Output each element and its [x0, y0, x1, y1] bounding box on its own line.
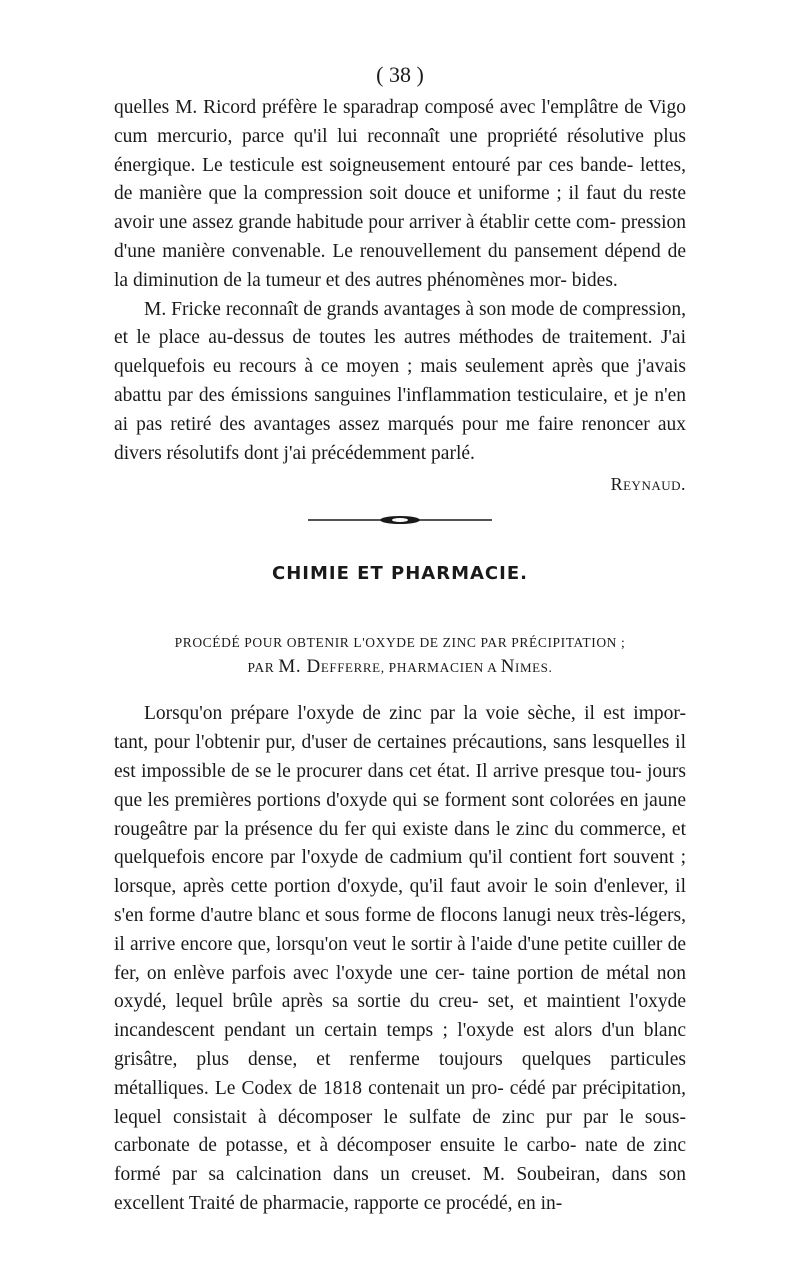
- text-line: quelles M. Ricord préfère le sparadrap composé avec l'emplâtre de: [114, 97, 643, 118]
- text-line: plus énergique. Le testicule est soigneusement entouré par ces bande-: [114, 125, 687, 176]
- text-line: quelquefois eu recours à ce moyen ; mais seulement après que j'avais: [114, 356, 686, 378]
- author-name: Defferre: [306, 656, 381, 678]
- article-paragraph: [114, 700, 686, 1218]
- text-line: taine portion de métal non oxydé, lequel brûle après sa sortie du creu-: [114, 962, 686, 1013]
- text-line: tant, pour l'obtenir pur, d'user de certaines précautions, sans lesquelles: [114, 732, 670, 754]
- text-line: nate de zinc formé par sa calcination dans un creuset. M. Soubeiran,: [114, 1135, 687, 1186]
- text-line: lettes, de manière que la compression soit douce et uniforme ; il faut du: [114, 154, 686, 205]
- text-line: d'enlever, il s'en forme d'autre blanc et sous forme de flocons lanugi: [114, 876, 687, 926]
- text-line: l'oxyde est alors d'un blanc grisâtre, plus dense, et renferme toujours: [114, 1020, 686, 1070]
- divider-ornament: [300, 511, 500, 529]
- text-line: d'une petite cuiller de fer, on enlève parfois avec l'oxyde une cer-: [114, 933, 686, 984]
- text-line: reste avoir une assez grande habitude pour arriver à établir cette com-: [114, 183, 686, 234]
- text-line: quelques particules métalliques. Le Codex de 1818 contenait un pro-: [114, 1048, 687, 1099]
- article-byline: PAR M. Defferre, PHARMACIEN A Nimes.: [247, 656, 553, 678]
- text-line: et le place au-dessus de toutes les autres méthodes de traitement. J'ai: [114, 327, 686, 349]
- text-line: pression d'une manière convenable. Le renouvellement du pansement: [114, 212, 686, 262]
- text-line: commerce, et quelquefois encore par l'oxyde de cadmium qu'il contient: [114, 818, 686, 869]
- text-line: fort souvent ; lorsque, après cette portion d'oxyde, qu'il faut avoir le soin: [114, 847, 686, 898]
- city-name: Nimes: [500, 656, 549, 678]
- text-line: ai pas retiré des avantages assez marqués pour me faire renoncer aux: [114, 413, 686, 435]
- text-line: dans son excellent Traité de pharmacie, rapporte ce procédé, en in-: [114, 1164, 687, 1214]
- text-column: [114, 94, 686, 1219]
- article-title: PROCÉDÉ POUR OBTENIR L'OXYDE DE ZINC PAR PRÉCIPITATION ;: [174, 635, 626, 651]
- text-line: neux très-légers, il arrive encore que, lorsqu'on veut le sortir à l'aide: [114, 904, 687, 955]
- text-line: bides.: [571, 269, 618, 291]
- paragraph-fricke: [114, 296, 686, 469]
- text-line: dépend de la diminution de la tumeur et des autres phénomènes mor-: [114, 240, 687, 291]
- text-line: abattu par des émissions sanguines l'inflammation testiculaire, et je n'en: [114, 384, 686, 406]
- text-line: en jaune rougeâtre par la présence du fer qui existe dans le zinc du: [114, 789, 686, 840]
- text-line: pur par le sous-carbonate de potasse, et à décomposer ensuite le carbo-: [114, 1106, 687, 1157]
- author-signature: Reynaud.: [610, 474, 686, 495]
- text-line: divers résolutifs dont j'ai précédemment parlé.: [114, 442, 475, 464]
- text-line: set, et maintient l'oxyde incandescent pendant un certain temps ;: [114, 991, 686, 1042]
- page-number: ( 38 ): [376, 62, 424, 87]
- text-line: Lorsqu'on prépare l'oxyde de zinc par la voie sèche, il est impor-: [144, 703, 686, 725]
- section-title: CHIMIE ET PHARMACIE.: [272, 563, 528, 585]
- text-line: jours que les premières portions d'oxyde qui se forment sont colorées: [114, 760, 687, 811]
- text-line: cédé par précipitation, lequel consistait à décomposer le sulfate de zinc: [114, 1077, 687, 1128]
- paragraph-continuation: [114, 94, 686, 296]
- text-line: il est impossible de se le procurer dans cet état. Il arrive presque tou-: [114, 732, 687, 782]
- text-line: Vigo cum mercurio, parce qu'il lui reconnaît une propriété résolutive: [114, 97, 686, 147]
- text-line: M. Fricke reconnaît de grands avantages à son mode de compression,: [144, 298, 686, 320]
